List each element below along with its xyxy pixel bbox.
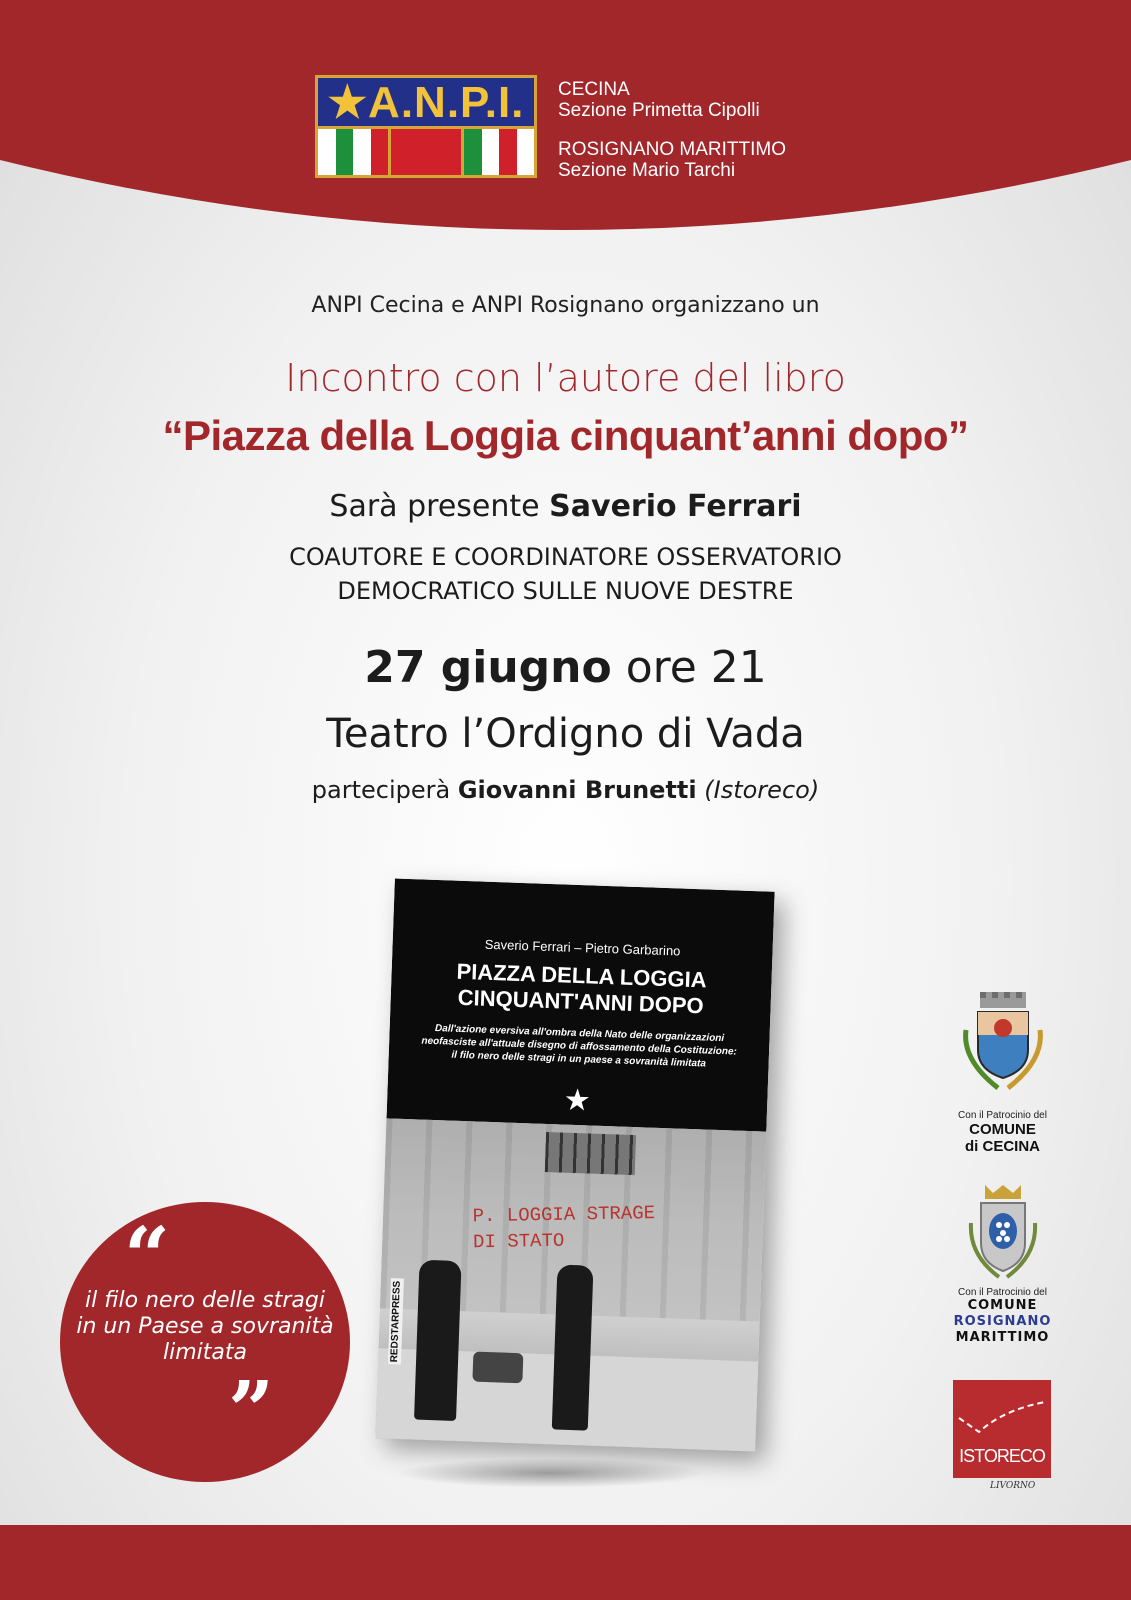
graffiti-line-1: P. LOGGIA STRAGE — [472, 1202, 656, 1228]
italian-flag-icon — [464, 129, 534, 175]
book-cover-top — [387, 879, 775, 1132]
sponsor-cecina — [930, 1110, 1075, 1155]
photo-window — [545, 1132, 636, 1175]
istoreco-livorno: LIVORNO — [990, 1481, 1036, 1491]
graffiti-line-2: DI STATO — [472, 1229, 565, 1254]
speaker-role-line-1: COAUTORE E COORDINATORE OSSERVATORIO — [289, 543, 842, 571]
photo-carabiniere — [552, 1264, 594, 1430]
istoreco-label: ISTORECO — [959, 1446, 1045, 1466]
event-time: ore 21 — [625, 642, 767, 693]
participant-line — [0, 776, 1131, 804]
photo-graffiti — [472, 1199, 733, 1256]
organizers-line: ANPI Cecina e ANPI Rosignano organizzano un — [311, 293, 820, 318]
anpi-logo-text: ★A.N.P.I. — [318, 78, 534, 126]
photo-person-left — [414, 1260, 462, 1421]
red-band — [391, 129, 461, 175]
quote-close-mark: ” — [228, 1363, 275, 1457]
book-title-line-1: PIAZZA DELLA LOGGIA — [456, 958, 708, 993]
book-title: “Piazza della Loggia cinquant’anni dopo” — [162, 412, 969, 459]
presence-prefix: Sarà presente — [329, 489, 540, 524]
sponsor-cecina-comune: COMUNE — [969, 1121, 1036, 1138]
book-publisher: REDSTARPRESS — [388, 1279, 404, 1365]
sponsor-cecina-name: di CECINA — [965, 1138, 1040, 1155]
section-name: Sezione Mario Tarchi — [558, 160, 736, 181]
sponsor-rosignano — [930, 1287, 1075, 1346]
section-cecina — [558, 79, 760, 121]
section-city: CECINA — [558, 79, 630, 100]
presence-line — [0, 489, 1131, 524]
book-subtitle: Dall'azione eversiva all'ombra della Nato delle organizzazioni neofasciste all'attuale disegno di affossamento della Costituzione: il filo nero delle stragi in un paese a sovranità limitata — [421, 1023, 738, 1070]
book-authors: Saverio Ferrari – Pietro Garbarino — [484, 936, 681, 959]
quote-circle — [60, 1202, 350, 1482]
event-date: 27 giugno — [364, 642, 612, 693]
anpi-logo — [315, 75, 537, 178]
date-line — [0, 642, 1131, 693]
participant-name: Giovanni Brunetti — [457, 776, 697, 804]
sponsor-rosignano-comune: COMUNE — [967, 1298, 1038, 1313]
book-cover-title — [390, 956, 772, 1021]
meeting-heading: Incontro con l’autore del libro — [285, 356, 846, 400]
quote-open-mark: “ — [124, 1209, 171, 1303]
section-rosignano — [558, 139, 786, 181]
section-city: ROSIGNANO MARITTIMO — [558, 139, 786, 160]
cecina-coat-of-arms-icon — [958, 990, 1048, 1098]
istoreco-path-icon — [953, 1380, 1051, 1440]
quote-text: il filo nero delle stragi in un Paese a sovranità limitata — [76, 1288, 334, 1365]
sponsor-rosignano-name: ROSIGNANO — [953, 1314, 1052, 1329]
italian-flag-icon — [318, 129, 388, 175]
event-venue: Teatro l’Ordigno di Vada — [326, 711, 805, 757]
speaker-role-line-2: DEMOCRATICO SULLE NUOVE DESTRE — [337, 577, 794, 605]
sponsor-rosignano-small: Con il Patrocinio del — [958, 1287, 1047, 1298]
participant-prefix: parteciperà — [311, 776, 451, 804]
section-name: Sezione Primetta Cipolli — [558, 100, 760, 121]
footer-band — [0, 1525, 1131, 1600]
book-cover — [375, 879, 774, 1452]
book-photo — [375, 1118, 766, 1451]
rosignano-coat-of-arms-icon — [965, 1183, 1041, 1283]
book-shadow — [395, 1458, 705, 1488]
star-icon: ★ — [563, 1082, 592, 1119]
book-title-line-2: CINQUANT'ANNI DOPO — [457, 984, 705, 1019]
header-band — [0, 0, 1131, 245]
photo-stroller — [472, 1352, 523, 1384]
participant-org: (Istoreco) — [704, 776, 820, 804]
sponsor-rosignano-marittimo: MARITTIMO — [955, 1330, 1050, 1345]
istoreco-logo — [953, 1380, 1051, 1478]
sponsor-cecina-small: Con il Patrocinio del — [958, 1110, 1047, 1121]
speaker-name: Saverio Ferrari — [549, 489, 802, 524]
